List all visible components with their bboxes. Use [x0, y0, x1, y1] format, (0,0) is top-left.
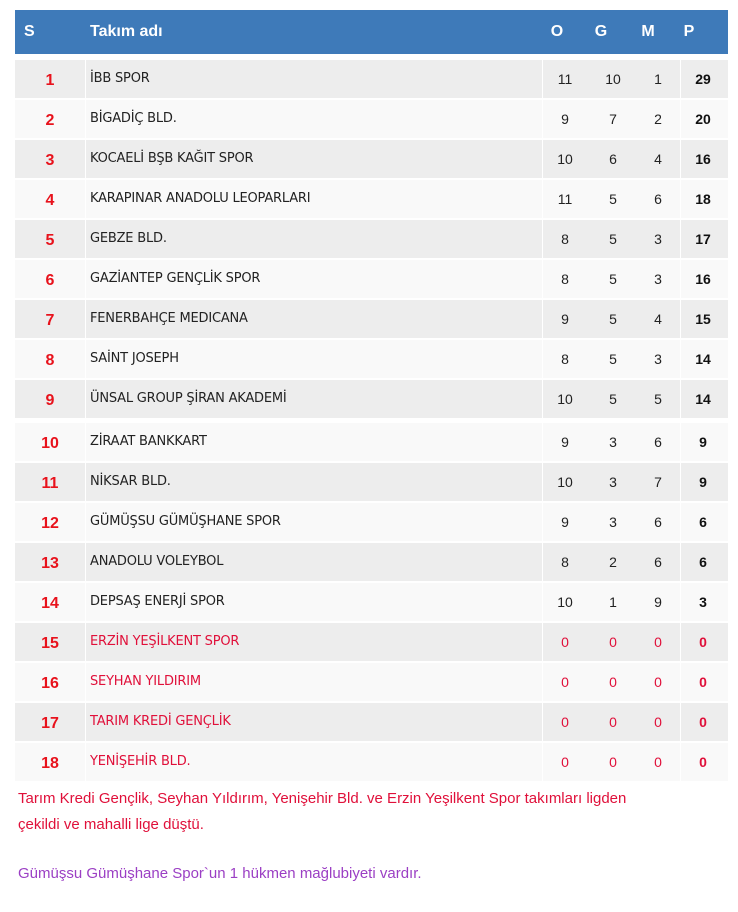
team-name-cell: YENİŞEHİR BLD. [90, 754, 191, 769]
played-cell: 0 [561, 754, 569, 770]
withdrawn-note: Tarım Kredi Gençlik, Seyhan Yıldırım, Yenişehir Bld. ve Erzin Yeşilkent Spor takımları ligden çekildi ve mahalli lige düştü. [18, 790, 627, 833]
points-cell: 14 [695, 351, 711, 367]
won-cell: 7 [609, 111, 617, 127]
points-cell: 17 [695, 231, 711, 247]
points-cell: 0 [699, 634, 707, 650]
team-name-cell: KARAPINAR ANADOLU LEOPARLARI [90, 191, 311, 206]
played-cell: 8 [561, 271, 569, 287]
won-cell: 0 [609, 714, 617, 730]
won-cell: 6 [609, 151, 617, 167]
lost-cell: 1 [654, 71, 662, 87]
points-cell: 0 [699, 754, 707, 770]
won-cell: 2 [609, 554, 617, 570]
played-cell: 10 [557, 391, 573, 407]
points-cell: 15 [695, 311, 711, 327]
played-cell: 10 [557, 594, 573, 610]
played-cell: 8 [561, 351, 569, 367]
won-cell: 5 [609, 351, 617, 367]
won-cell: 3 [609, 474, 617, 490]
team-name-cell: GAZİANTEP GENÇLİK SPOR [90, 271, 261, 286]
rank-cell: 18 [41, 755, 59, 772]
played-cell: 11 [557, 191, 573, 207]
table-row [15, 583, 728, 623]
lost-cell: 6 [654, 434, 662, 450]
rank-cell: 16 [41, 675, 59, 692]
team-name-cell: GÜMÜŞSU GÜMÜŞHANE SPOR [90, 514, 281, 529]
won-cell: 0 [609, 754, 617, 770]
team-name-cell: NİKSAR BLD. [90, 474, 171, 489]
points-cell: 20 [695, 111, 711, 127]
header-lost: M [641, 23, 655, 40]
table-row [15, 503, 728, 543]
lost-cell: 3 [654, 271, 662, 287]
rank-cell: 11 [41, 475, 59, 492]
points-cell: 9 [699, 474, 707, 490]
won-cell: 5 [609, 231, 617, 247]
team-name-cell: İBB SPOR [90, 71, 150, 86]
won-cell: 1 [609, 594, 617, 610]
team-name-cell: BİGADİÇ BLD. [90, 111, 177, 126]
team-name-cell: ANADOLU VOLEYBOL [90, 554, 224, 569]
lost-cell: 6 [654, 191, 662, 207]
table-row [15, 260, 728, 300]
header-points: P [683, 23, 695, 40]
won-cell: 5 [609, 311, 617, 327]
team-name-cell: SEYHAN YILDIRIM [90, 674, 201, 689]
lost-cell: 5 [654, 391, 662, 407]
table-row [15, 180, 728, 220]
won-cell: 5 [609, 391, 617, 407]
team-name-cell: SAİNT JOSEPH [90, 351, 179, 366]
played-cell: 10 [557, 474, 573, 490]
played-cell: 9 [561, 514, 569, 530]
team-name-cell: KOCAELİ BŞB KAĞIT SPOR [90, 151, 254, 166]
lost-cell: 3 [654, 351, 662, 367]
rank-cell: 12 [41, 515, 59, 532]
rank-cell: 15 [41, 635, 59, 652]
rank-cell: 10 [41, 435, 59, 452]
played-cell: 9 [561, 111, 569, 127]
rank-cell: 3 [45, 152, 55, 169]
points-cell: 29 [695, 71, 711, 87]
rank-cell: 13 [41, 555, 59, 572]
header-team: Takım adı [90, 23, 163, 40]
table-header [15, 10, 728, 54]
table-row [15, 623, 728, 663]
table-row [15, 100, 728, 140]
won-cell: 0 [609, 674, 617, 690]
table-row [15, 703, 728, 743]
table-row [15, 663, 728, 703]
table-row [15, 60, 728, 100]
table-row [15, 220, 728, 260]
played-cell: 0 [561, 714, 569, 730]
lost-cell: 0 [654, 634, 662, 650]
lost-cell: 3 [654, 231, 662, 247]
played-cell: 8 [561, 554, 569, 570]
rank-cell: 6 [45, 272, 55, 289]
rank-cell: 5 [45, 232, 55, 249]
played-cell: 0 [561, 634, 569, 650]
table-row [15, 300, 728, 340]
rank-cell: 8 [45, 352, 55, 369]
points-cell: 0 [699, 674, 707, 690]
played-cell: 11 [557, 71, 573, 87]
points-cell: 14 [695, 391, 711, 407]
played-cell: 8 [561, 231, 569, 247]
table-row [15, 543, 728, 583]
table-row [15, 463, 728, 503]
table-row [15, 140, 728, 180]
points-cell: 6 [699, 554, 707, 570]
points-cell: 6 [699, 514, 707, 530]
lost-cell: 6 [654, 554, 662, 570]
points-cell: 16 [695, 151, 711, 167]
points-cell: 3 [699, 594, 707, 610]
rank-cell: 17 [41, 715, 59, 732]
team-name-cell: ÜNSAL GROUP ŞİRAN AKADEMİ [90, 391, 287, 406]
header-played: O [550, 23, 564, 40]
played-cell: 0 [561, 674, 569, 690]
rank-cell: 2 [45, 112, 55, 129]
won-cell: 3 [609, 434, 617, 450]
table-body [15, 60, 728, 783]
lost-cell: 0 [654, 754, 662, 770]
header-won: G [594, 23, 608, 40]
header-rank: S [24, 23, 35, 40]
won-cell: 5 [609, 191, 617, 207]
won-cell: 5 [609, 271, 617, 287]
lost-cell: 4 [654, 311, 662, 327]
points-cell: 0 [699, 714, 707, 730]
team-name-cell: GEBZE BLD. [90, 231, 167, 246]
points-cell: 18 [695, 191, 711, 207]
standings-table [15, 10, 728, 783]
points-cell: 9 [699, 434, 707, 450]
played-cell: 10 [557, 151, 573, 167]
table-row [15, 423, 728, 463]
team-name-cell: TARIM KREDİ GENÇLİK [90, 714, 231, 729]
forfeit-note: Gümüşsu Gümüşhane Spor`un 1 hükmen mağlubiyeti vardır. [18, 865, 422, 882]
lost-cell: 9 [654, 594, 662, 610]
lost-cell: 4 [654, 151, 662, 167]
team-name-cell: ZİRAAT BANKKART [90, 434, 207, 449]
played-cell: 9 [561, 434, 569, 450]
lost-cell: 2 [654, 111, 662, 127]
rank-cell: 7 [45, 312, 55, 329]
rank-cell: 9 [45, 392, 55, 409]
lost-cell: 0 [654, 674, 662, 690]
rank-cell: 14 [41, 595, 59, 612]
won-cell: 3 [609, 514, 617, 530]
played-cell: 9 [561, 311, 569, 327]
table-row [15, 380, 728, 420]
won-cell: 10 [605, 71, 621, 87]
lost-cell: 0 [654, 714, 662, 730]
points-cell: 16 [695, 271, 711, 287]
rank-cell: 1 [45, 72, 55, 89]
lost-cell: 7 [654, 474, 662, 490]
lost-cell: 6 [654, 514, 662, 530]
team-name-cell: DEPSAŞ ENERJİ SPOR [90, 594, 225, 609]
table-row [15, 743, 728, 783]
table-row [15, 340, 728, 380]
team-name-cell: FENERBAHÇE MEDICANA [90, 311, 248, 326]
rank-cell: 4 [45, 192, 55, 209]
team-name-cell: ERZİN YEŞİLKENT SPOR [90, 634, 240, 649]
won-cell: 0 [609, 634, 617, 650]
